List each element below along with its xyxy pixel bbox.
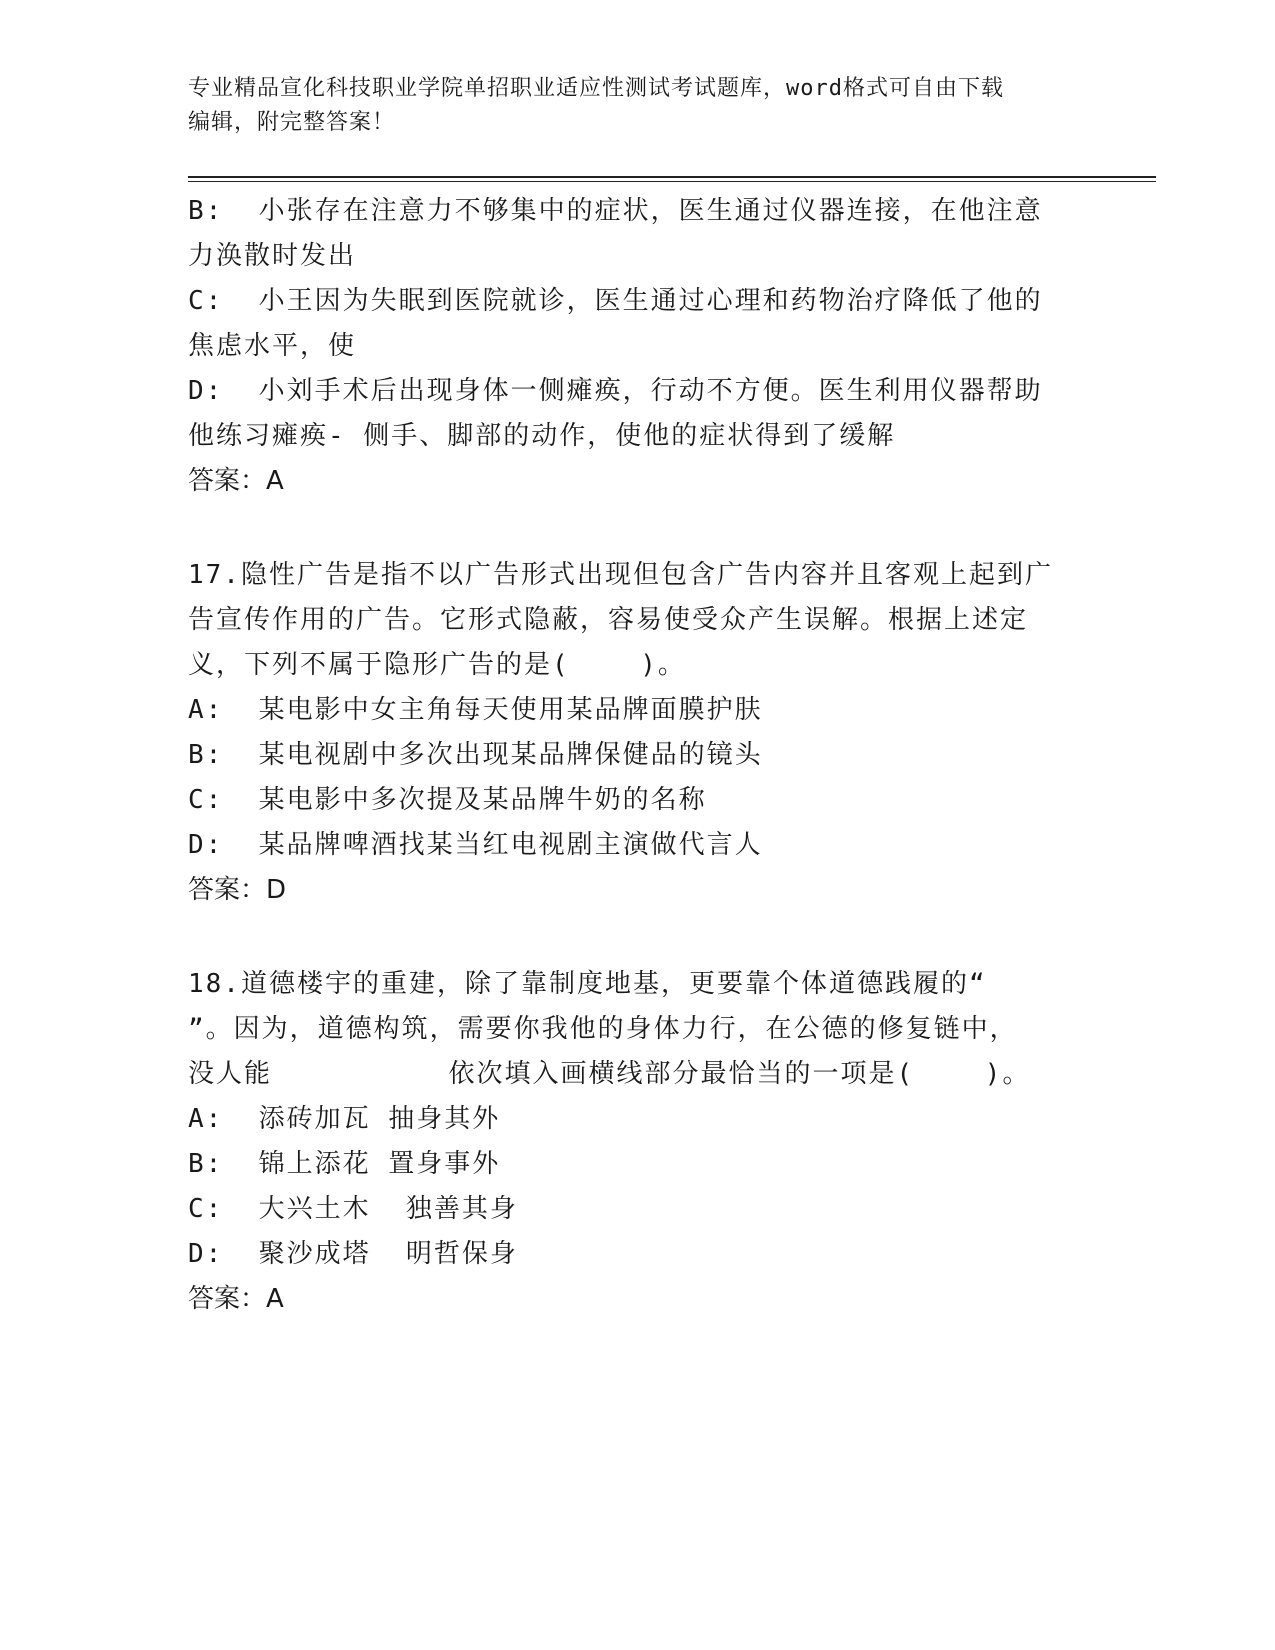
option-d-line-1: D: 小刘手术后出现身体一侧瘫痪，行动不方便。医生利用仪器帮助 xyxy=(188,376,1043,406)
option-a: A: 添砖加瓦 抽身其外 xyxy=(188,1104,501,1134)
question-16-continued xyxy=(188,189,1088,504)
question-stem-line-3: 义，下列不属于隐形广告的是( )。 xyxy=(188,650,686,680)
document-header xyxy=(188,72,1068,140)
option-d: D: 某品牌啤酒找某当红电视剧主演做代言人 xyxy=(188,830,763,860)
option-b: B: 某电视剧中多次出现某品牌保健品的镜头 xyxy=(188,740,763,770)
question-17 xyxy=(188,553,1088,913)
question-18 xyxy=(188,962,1088,1322)
option-c-line-2: 焦虑水平，使 xyxy=(188,331,357,361)
option-c-line-1: C: 小王因为失眠到医院就诊，医生通过心理和药物治疗降低了他的 xyxy=(188,286,1043,316)
answer-18: 答案：A xyxy=(188,1284,284,1314)
header-divider-thin xyxy=(188,181,1156,182)
option-c: C: 大兴土木 独善其身 xyxy=(188,1194,518,1224)
question-stem-line-2: ”。因为，道德构筑，需要你我他的身体力行，在公德的修复链中， xyxy=(188,1014,1018,1044)
spacer xyxy=(188,913,1088,962)
option-b: B: 锦上添花 置身事外 xyxy=(188,1149,501,1179)
header-line-1: 专业精品宣化科技职业学院单招职业适应性测试考试题库，word格式可自由下载 xyxy=(188,76,1004,101)
header-line-2: 编辑，附完整答案！ xyxy=(188,110,396,135)
option-a: A: 某电影中女主角每天使用某品牌面膜护肤 xyxy=(188,695,763,725)
question-stem-line-3: 没人能 依次填入画横线部分最恰当的一项是( )。 xyxy=(188,1059,1031,1089)
option-b-line-1: B: 小张存在注意力不够集中的症状，医生通过仪器连接，在他注意 xyxy=(188,196,1043,226)
option-d: D: 聚沙成塔 明哲保身 xyxy=(188,1239,518,1269)
question-stem-line-2: 告宣传作用的广告。它形式隐蔽，容易使受众产生误解。根据上述定 xyxy=(188,605,1029,635)
answer-16: 答案：A xyxy=(188,466,284,496)
option-d-line-2: 他练习瘫痪- 侧手、脚部的动作，使他的症状得到了缓解 xyxy=(188,421,896,451)
answer-17: 答案：D xyxy=(188,875,287,905)
question-stem-line-1: 18.道德楼宇的重建，除了靠制度地基，更要靠个体道德践履的“ xyxy=(188,969,987,999)
spacer xyxy=(188,504,1088,553)
document-body xyxy=(188,189,1088,1322)
header-divider-thick xyxy=(188,176,1156,178)
option-c: C: 某电影中多次提及某品牌牛奶的名称 xyxy=(188,785,707,815)
option-b-line-2: 力涣散时发出 xyxy=(188,241,357,271)
question-stem-line-1: 17.隐性广告是指不以广告形式出现但包含广告内容并且客观上起到广 xyxy=(188,560,1053,590)
